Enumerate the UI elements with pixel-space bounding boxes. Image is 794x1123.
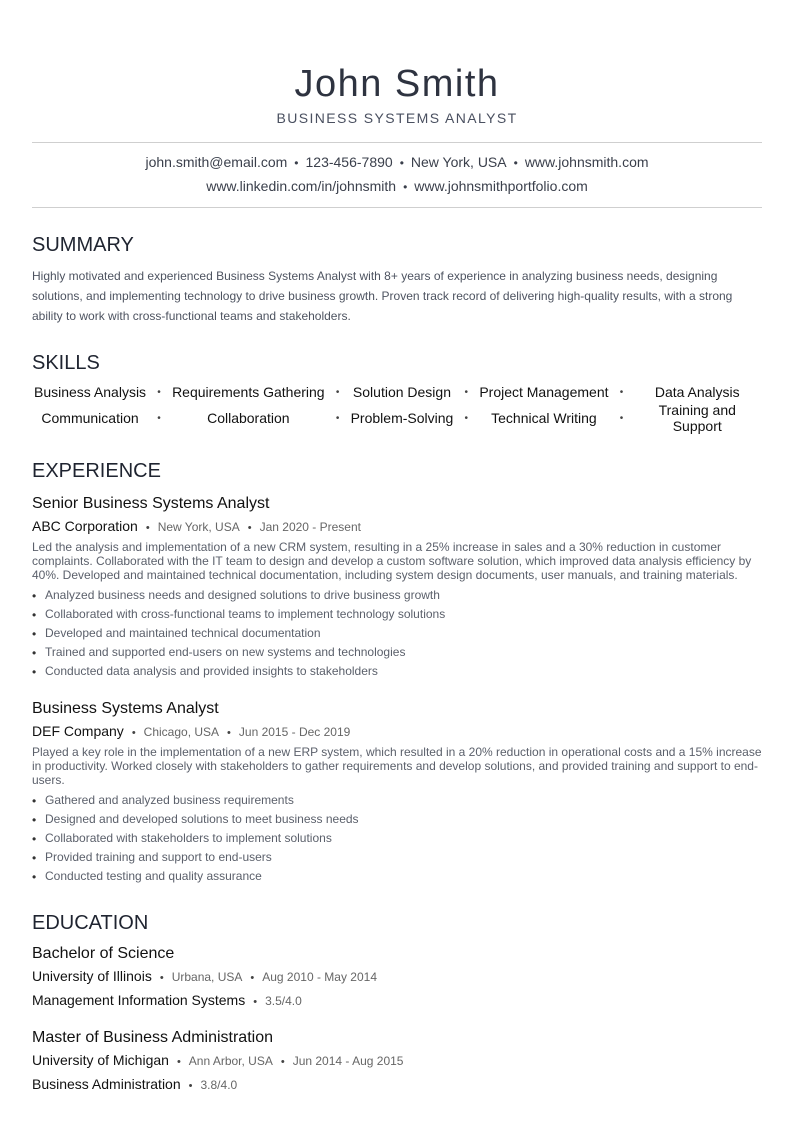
experience-section (32, 458, 762, 886)
skill-item: Requirements Gathering (172, 384, 325, 400)
contact-separator: • (294, 156, 299, 170)
field-of-study: Business Administration (32, 1076, 181, 1092)
job-bullet: • Conducted data analysis and provided insights to stakeholders (32, 662, 762, 681)
job-bullet: • Gathered and analyzed business requirements (32, 791, 762, 810)
education-dates: Aug 2010 - May 2014 (262, 970, 377, 984)
summary-text: Highly motivated and experienced Business Systems Analyst with 8+ years of experience in analyzing business needs, designing solutions, and implementing technology to drive business growth. Proven track record of delivering high-quality results, with a strong ability to work with cross-functional teams and stakeholders. (32, 269, 733, 323)
skill-item: Project Management (479, 384, 609, 400)
skill-separator: • (619, 412, 624, 424)
meta-separator: • (159, 972, 164, 984)
contact-separator: • (399, 156, 404, 170)
education-heading: EDUCATION (32, 912, 149, 934)
skills-grid (32, 384, 762, 434)
contact-separator: • (403, 180, 408, 194)
experience-heading: EXPERIENCE (32, 460, 161, 482)
contact-phone[interactable]: 123-456-7890 (305, 154, 393, 170)
job-company: ABC Corporation (32, 518, 138, 534)
gpa: 3.5/4.0 (265, 994, 302, 1008)
education-dates: Jun 2014 - Aug 2015 (292, 1054, 404, 1068)
skill-item: Problem-Solving (350, 410, 454, 426)
job-description: Played a key role in the implementation of a new ERP system, which resulted in a 20% reduction in operational costs and a 15% increase in productivity. Worked closely with stakeholders to gather requirements and develop solutions, and provided training and support to end-users. (32, 745, 762, 787)
gpa: 3.8/4.0 (200, 1078, 238, 1092)
contact-line-2 (32, 175, 762, 199)
contact-separator: • (513, 156, 518, 170)
job-bullets (32, 586, 762, 681)
job-location: New York, USA (157, 520, 240, 534)
meta-separator: • (188, 1080, 193, 1092)
skill-separator: • (464, 386, 469, 398)
contact-website[interactable]: www.johnsmith.com (524, 154, 649, 170)
skill-item: Technical Writing (491, 410, 597, 426)
meta-separator: • (227, 727, 231, 739)
skill-separator: • (619, 386, 624, 398)
job-location: Chicago, USA (143, 725, 220, 739)
job-bullet: • Developed and maintained technical documentation (32, 624, 762, 643)
contact-line-1 (32, 151, 762, 175)
job-entry (32, 699, 762, 886)
education-field-line (32, 990, 762, 1012)
school-location: Urbana, USA (171, 970, 243, 984)
contact-portfolio[interactable]: www.johnsmithportfolio.com (414, 178, 588, 194)
degree-title: Master of Business Administration (32, 1029, 273, 1046)
skill-item: Business Analysis (34, 384, 147, 400)
candidate-role: BUSINESS SYSTEMS ANALYST (276, 110, 518, 126)
job-bullet: • Trained and supported end-users on new systems and technologies (32, 643, 762, 662)
skill-item: Communication (41, 410, 139, 426)
education-entry (32, 944, 762, 1012)
meta-separator: • (253, 996, 258, 1008)
skill-separator: • (157, 386, 161, 398)
meta-separator: • (280, 1056, 285, 1068)
job-bullet: • Analyzed business needs and designed solutions to drive business growth (32, 586, 762, 605)
job-dates: Jan 2020 - Present (259, 520, 361, 534)
job-dates: Jun 2015 - Dec 2019 (238, 725, 351, 739)
job-entry (32, 494, 762, 681)
summary-section (32, 232, 762, 326)
candidate-name: John Smith (294, 63, 500, 105)
school-location: Ann Arbor, USA (188, 1054, 273, 1068)
job-bullet: • Provided training and support to end-users (32, 848, 762, 867)
job-bullet: • Collaborated with stakeholders to implement solutions (32, 829, 762, 848)
education-section (32, 910, 762, 1096)
meta-separator: • (250, 972, 255, 984)
job-description: Led the analysis and implementation of a new CRM system, resulting in a 25% increase in sales and a 30% reduction in customer complaints. Collaborated with the IT team to design and develop a custom software solution, which improved data analysis efficiency by 40%. Developed and maintained technical documentation, including system design documents, user manuals, and training materials. (32, 540, 752, 582)
degree-title: Bachelor of Science (32, 945, 175, 962)
meta-separator: • (247, 522, 252, 534)
education-meta (32, 1050, 762, 1072)
job-meta (32, 721, 762, 743)
job-bullet: • Collaborated with cross-functional teams to implement technology solutions (32, 605, 762, 624)
job-meta (32, 516, 762, 538)
skill-separator: • (335, 412, 340, 424)
skills-heading: SKILLS (32, 352, 100, 374)
meta-separator: • (131, 727, 136, 739)
skill-separator: • (157, 412, 161, 424)
contact-location: New York, USA (410, 154, 507, 170)
school-name: University of Illinois (32, 968, 152, 984)
summary-heading: SUMMARY (32, 234, 134, 256)
contact-linkedin[interactable]: www.linkedin.com/in/johnsmith (206, 178, 397, 194)
meta-separator: • (145, 522, 150, 534)
job-bullet: • Conducted testing and quality assurance (32, 867, 762, 886)
education-meta (32, 966, 762, 988)
education-entry (32, 1028, 762, 1096)
skill-item: Data Analysis (654, 384, 740, 400)
skill-item: Collaboration (207, 410, 290, 426)
skill-item: Solution Design (352, 384, 451, 400)
job-bullets (32, 791, 762, 886)
contact-email[interactable]: john.smith@email.com (145, 154, 288, 170)
skill-separator: • (464, 412, 469, 424)
job-bullet: • Designed and developed solutions to meet business needs (32, 810, 762, 829)
resume-header (0, 0, 794, 126)
job-title: Senior Business Systems Analyst (32, 495, 270, 512)
education-field-line (32, 1074, 762, 1096)
meta-separator: • (176, 1056, 181, 1068)
job-company: DEF Company (32, 723, 124, 739)
skills-section (32, 350, 762, 434)
skill-separator: • (335, 386, 340, 398)
contact-bar (32, 142, 762, 208)
field-of-study: Management Information Systems (32, 992, 246, 1008)
job-title: Business Systems Analyst (32, 700, 219, 717)
skill-item: Training and Support (658, 402, 736, 434)
school-name: University of Michigan (32, 1052, 169, 1068)
